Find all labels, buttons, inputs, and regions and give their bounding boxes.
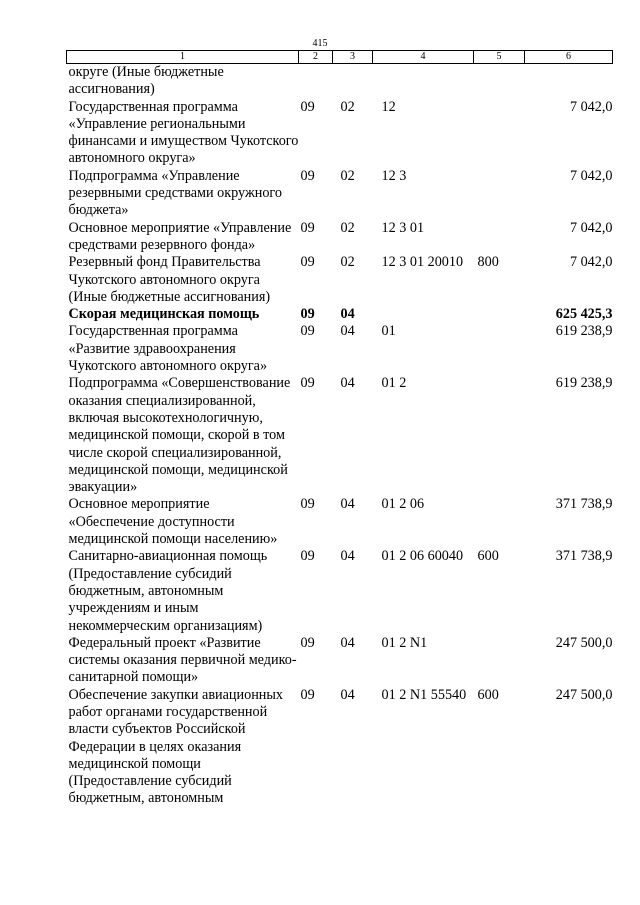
page-number: 415	[312, 38, 328, 49]
row-name: Санитарно-авиационная помощь (Предоставление субсидий бюджетным, автономным учреждениям и иным некоммерческим организациям)	[68, 548, 268, 634]
table-header-row	[67, 51, 613, 64]
row-target-code: 12 3	[381, 167, 407, 184]
row-section: 09	[300, 306, 315, 323]
row-target-code: 01 2 06 60040	[381, 548, 464, 565]
table-row	[67, 168, 613, 220]
table-row	[67, 635, 613, 687]
table-row	[67, 306, 613, 323]
row-section: 09	[300, 686, 315, 703]
row-name: Подпрограмма «Совершенствование оказания специализированной, включая высокотехнологичную, медицинской помощи, скорой в том числе скорой специализированной, медицинской помощи, медицинской эвакуации»	[68, 375, 291, 496]
row-target-code: 01 2 N1	[381, 634, 428, 651]
row-section: 09	[300, 98, 315, 115]
row-section: 09	[300, 634, 315, 651]
row-name: Резервный фонд Правительства Чукотского автономного округа (Иные бюджетные ассигнования)	[68, 254, 271, 305]
row-section: 09	[300, 323, 315, 340]
row-subsection: 02	[340, 98, 355, 115]
row-target-code: 01 2 06	[381, 496, 425, 513]
row-target-code: 01 2	[381, 375, 407, 392]
row-subsection: 04	[340, 306, 355, 323]
table-row	[67, 64, 613, 99]
row-amount: 625 425,3	[555, 306, 613, 323]
row-subsection: 04	[340, 686, 355, 703]
header-col-5: 5	[474, 51, 525, 64]
table-row	[67, 220, 613, 255]
row-expense-type	[474, 220, 525, 255]
row-expense-type	[474, 496, 525, 548]
row-name: Основное мероприятие «Управление средствами резервного фонда»	[68, 219, 292, 253]
row-amount: 247 500,0	[555, 686, 613, 703]
table-row	[67, 375, 613, 496]
row-target-code	[373, 306, 474, 323]
header-col-2: 2	[299, 51, 333, 64]
row-target-code: 12 3 01	[381, 219, 425, 236]
row-subsection: 04	[340, 634, 355, 651]
table-row	[67, 687, 613, 808]
row-section: 09	[300, 254, 315, 271]
row-section: 09	[300, 167, 315, 184]
row-subsection: 04	[340, 496, 355, 513]
row-expense-type: 800	[477, 254, 499, 271]
row-amount: 7 042,0	[569, 167, 613, 184]
table-row	[67, 323, 613, 375]
row-expense-type	[474, 323, 525, 375]
row-expense-type: 600	[477, 548, 499, 565]
row-name: Обеспечение закупки авиационных работ органами государственной власти субъектов Российской Федерации в целях оказания медицинской помощи (Предоставление субсидий бюджетным, автономным	[68, 686, 284, 807]
row-amount: 247 500,0	[555, 634, 613, 651]
row-amount: 371 738,9	[555, 496, 613, 513]
header-col-6: 6	[525, 51, 613, 64]
row-subsection: 04	[340, 548, 355, 565]
row-expense-type	[474, 99, 525, 168]
header-col-3: 3	[333, 51, 373, 64]
row-section	[299, 64, 333, 99]
row-subsection: 02	[340, 167, 355, 184]
row-target-code: 01 2 N1 55540	[381, 686, 467, 703]
row-target-code	[373, 64, 474, 99]
row-target-code: 12 3 01 20010	[381, 254, 464, 271]
row-subsection: 04	[340, 323, 355, 340]
row-section: 09	[300, 548, 315, 565]
row-expense-type	[474, 375, 525, 496]
table-row	[67, 548, 613, 634]
row-subsection	[333, 64, 373, 99]
row-name: Государственная программа «Управление региональными финансами и имуществом Чукотского автономного округа»	[68, 98, 299, 167]
row-name: округе (Иные бюджетные ассигнования)	[68, 64, 224, 98]
row-expense-type	[474, 64, 525, 99]
row-expense-type	[474, 168, 525, 220]
row-section: 09	[300, 219, 315, 236]
row-subsection: 02	[340, 254, 355, 271]
row-expense-type	[474, 635, 525, 687]
row-name: Государственная программа «Развитие здравоохранения Чукотского автономного округа»	[68, 323, 268, 375]
row-amount: 7 042,0	[569, 219, 613, 236]
row-target-code: 01	[381, 323, 396, 340]
row-expense-type: 600	[477, 686, 499, 703]
row-amount: 619 238,9	[555, 323, 613, 340]
row-subsection: 04	[340, 375, 355, 392]
row-name: Основное мероприятие «Обеспечение доступности медицинской помощи населению»	[68, 496, 278, 548]
row-amount	[525, 64, 613, 99]
table-row	[67, 99, 613, 168]
row-section: 09	[300, 375, 315, 392]
row-amount: 371 738,9	[555, 548, 613, 565]
header-col-1: 1	[67, 51, 299, 64]
row-amount: 7 042,0	[569, 254, 613, 271]
row-target-code: 12	[381, 98, 396, 115]
header-col-4: 4	[373, 51, 474, 64]
row-subsection: 02	[340, 219, 355, 236]
row-amount: 7 042,0	[569, 98, 613, 115]
table-row	[67, 496, 613, 548]
budget-table	[66, 50, 613, 808]
row-section: 09	[300, 496, 315, 513]
row-name: Подпрограмма «Управление резервными средствами окружного бюджета»	[68, 167, 282, 219]
row-expense-type	[474, 306, 525, 323]
table-row	[67, 254, 613, 306]
row-name: Скорая медицинская помощь	[68, 306, 260, 323]
row-name: Федеральный проект «Развитие системы оказания первичной медико-санитарной помощи»	[68, 634, 297, 686]
row-amount: 619 238,9	[555, 375, 613, 392]
